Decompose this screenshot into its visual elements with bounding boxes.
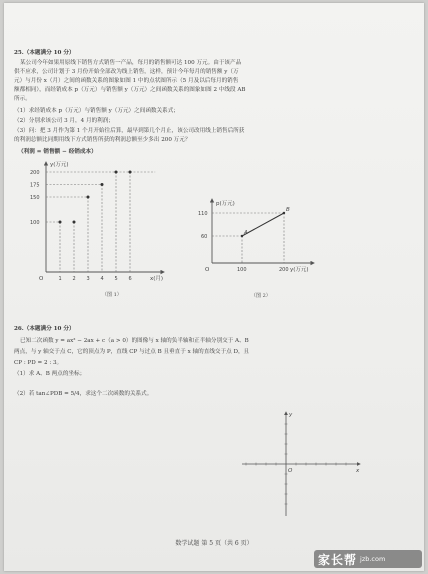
page-footer: 数学试题 第 5 页（共 6 页） <box>175 540 253 547</box>
fig1-xtick-4: 4 <box>100 276 104 282</box>
q26-x-label: x <box>356 468 360 474</box>
watermark-logo: 家长帮 <box>318 552 358 567</box>
q26-line-2: 两点，与 y 轴交于点 C，它的顶点为 P，直线 CP 与过点 B 且垂直于 x 轴的直线交于点 D，且 <box>14 349 250 355</box>
fig1-point-month-3 <box>87 196 90 199</box>
fig2-origin: O <box>205 267 210 273</box>
fig1-ytick-100: 100 <box>30 220 40 226</box>
q25-line-1: 某公司今年如果用原线下销售方式销售一产品，每月的销售额可达 100 万元。由于该产品 <box>20 60 242 66</box>
fig2-xtick-200: 200 <box>279 267 289 273</box>
q25-line-4: 额都相同），而经销成本 p（万元）与销售额 y（万元）之间函数关系的图象如图 2 中线段 AB <box>14 87 246 93</box>
fig1-point-month-6 <box>129 171 132 174</box>
q26-y-label: y <box>289 412 293 418</box>
q25-line-3: 元）与月份 x（月）之间的函数关系的图象如图 1 中的点状图所示（5 月及以后每月的销售 <box>14 78 239 84</box>
fig2-xtick-100: 100 <box>237 267 247 273</box>
point-b-label: B <box>286 207 290 213</box>
point-b <box>283 212 285 214</box>
figure-1 <box>24 156 174 298</box>
exam-page <box>4 3 424 571</box>
q26-line-3: CP : PD = 2 : 3。 <box>14 360 63 366</box>
fig1-ytick-200: 200 <box>30 170 40 176</box>
fig2-ylabel: p(万元) <box>216 201 235 207</box>
q26-part-1: （1）求 A、B 两点的坐标； <box>14 371 86 377</box>
fig2-xlabel: y(万元) <box>290 267 309 273</box>
watermark <box>314 550 422 568</box>
segment-ab <box>242 213 284 236</box>
fig1-xtick-5: 5 <box>114 276 118 282</box>
fig1-xtick-3: 3 <box>86 276 90 282</box>
fig1-point-month-2 <box>73 221 76 224</box>
fig1-point-month-4 <box>101 183 104 186</box>
q26-part-2: （2）若 tan∠PDB = 5/4，求这个二次函数的关系式。 <box>14 391 153 397</box>
point-a <box>241 235 243 237</box>
profit-note: （利润 = 销售额 − 经销成本） <box>18 149 97 155</box>
fig2-caption: （图 2） <box>251 293 271 299</box>
fig2-ytick-110: 110 <box>198 211 208 217</box>
q26-axes <box>236 408 366 520</box>
fig1-ylabel: y(万元) <box>50 162 69 168</box>
fig1-caption: （图 1） <box>102 292 122 298</box>
q25-header: 25.（本题满分 10 分） <box>14 50 75 56</box>
fig1-xtick-1: 1 <box>58 276 62 282</box>
fig1-point-month-1 <box>59 221 62 224</box>
watermark-url: jzb.com <box>360 555 386 563</box>
q25-part-2: （2）分别求该公司 3 月，4 月的利润； <box>14 118 114 124</box>
figure-2 <box>190 195 320 275</box>
q25-line-2: 供不应求，公司计划于 3 月份开始全部改为线上销售，这样，预计今年每月的销售额 y（万 <box>14 69 239 75</box>
fig1-xtick-6: 6 <box>128 276 132 282</box>
fig1-xtick-2: 2 <box>72 276 76 282</box>
point-a-label: A <box>244 230 248 236</box>
q26-line-1: 已知二次函数 y = ax² − 2ax + c（a > 0）的图像与 x 轴的负半轴和正半轴分别交于 A、B <box>20 338 249 344</box>
fig1-point-month-5 <box>115 171 118 174</box>
q26-origin: O <box>288 468 293 474</box>
q25-part-3-cont: 的利润总额比同期用线下方式销售所获的利润总额至少多出 200 万元？ <box>14 137 191 143</box>
fig1-xlabel: x(月) <box>150 276 164 282</box>
q26-header: 26.（本题满分 10 分） <box>14 326 75 332</box>
q25-line-5: 所示。 <box>14 96 31 102</box>
fig1-ytick-175: 175 <box>30 182 40 189</box>
q25-part-1: （1）求经销成本 p（万元）与销售额 y（万元）之间函数关系式； <box>14 108 179 114</box>
fig2-ytick-60: 60 <box>201 234 208 240</box>
q25-part-3: （3）问：把 3 月作为第 1 个月开始往后算，最早到第几个月止，该公司改用线上销售后所获 <box>14 128 245 134</box>
fig1-origin: O <box>39 276 44 282</box>
fig1-ytick-150: 150 <box>30 195 40 201</box>
